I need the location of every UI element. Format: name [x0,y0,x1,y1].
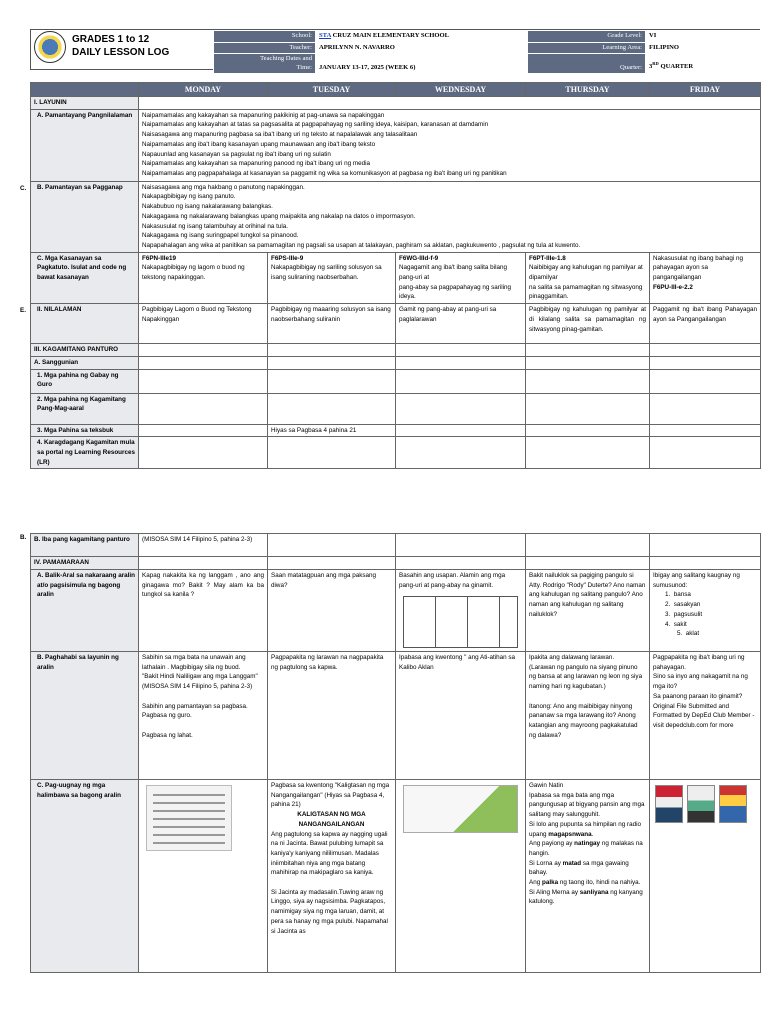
cell [650,369,761,393]
cell [396,344,526,357]
cell [526,557,650,570]
cell [650,534,761,557]
cell [396,534,526,557]
list-item: 5. aklat [677,630,700,638]
cell [650,424,761,437]
teacher-value: APRILYNN N. NAVARRO [316,42,528,54]
area-value: FILIPINO [646,42,760,54]
header-title-line1: GRADES 1 to 12 [72,34,150,45]
area-label: Learning Area: [528,42,646,54]
code-wednesday: F6WG-IIId-f-9 [399,254,439,262]
cell [650,437,761,469]
iba-label: B. Iba pang kagamitang panturo [31,534,139,557]
cell [139,356,268,369]
cell [139,557,268,570]
kasanayan-monday [139,252,268,304]
section-layunin: I. LAYUNIN [31,97,139,110]
balik-thursday: Bakit nailuklok sa pagiging pangulo si Atty. Rodrigo "Rody" Duterte? Ano naman ang kahulugan ng salitang pangulo? Ano naman ang kahulugan ng salitang nailuklok? [526,570,650,652]
cell [139,344,268,357]
cell [526,534,650,557]
dates-label-line1: Teaching Dates and [260,55,312,62]
pu-thu-text-2: Ang payiong ay [529,840,573,848]
lr-label: 4. Karagdagang Kagamitan mula sa portal ng Learning Resources (LR) [31,437,139,469]
margin-mark-e: E. [20,307,26,314]
cell [139,437,268,469]
sanggunian-label: A. Sanggunian [31,356,139,369]
corner-cell [31,83,139,97]
paguugnay-tuesday [268,780,396,973]
paguugnay-wednesday [396,780,526,973]
newspaper-image [719,785,747,823]
pangmag-label: 2. Mga pahina ng Kagamitang Pang-Mag-aaral [31,393,139,424]
day-tuesday: TUESDAY [268,83,396,97]
quarter-suffix: RD [652,61,659,67]
newspaper-image [655,785,683,823]
teksbuk-label: 3. Mga Pahina sa teksbuk [31,424,139,437]
school-name: CRUZ MAIN ELEMENTARY SCHOOL [330,32,450,39]
pu-thu-text-6: ng kanyang katulong. [529,888,643,906]
cell [396,393,526,424]
kasanayan-tuesday [268,252,396,304]
kas-text-thursday: Naibibigay ang kahulugan ng pamilyar at dipamilyar na salita sa pamamagitan ng sitwasyong pinaggamitan. [529,264,643,301]
pu-thu-text-4: sa mga gawaing bahay. Ang [529,859,629,887]
header-title [72,33,169,59]
paguugnay-monday [139,780,268,973]
ati-atihan-slide-image [403,785,518,833]
dates-value: JANUARY 13-17, 2025 (WEEK 6) [316,54,528,74]
cell [139,369,268,393]
quarter-label: Quarter: [528,54,646,74]
quarter-value [646,54,760,74]
list-item: 1. bansa [665,591,691,599]
cell [650,344,761,357]
balik-monday: Kapag nakakita ka ng langgam , ano ang ginagawa mo? Bakit ? May alam ka ba tungkol sa kanila ? [139,570,268,652]
cell [268,369,396,393]
newspaper-thumbnails [655,785,757,823]
kas-text-wednesday: Nagagamit ang iba't ibang salita bilang pang-uri at pang-abay sa pagpapahayag ng sariling ideya. [399,264,512,301]
story-title: KALIGTASAN NG MGA NANGANGAILANGAN [297,811,366,828]
grade-label: Grade Level: [528,31,646,43]
cell [139,424,268,437]
day-monday: MONDAY [139,83,268,97]
pu-thu-word-5: sanliyana [579,888,609,896]
cell [526,344,650,357]
story-body: Ang pagtulong sa kapwa ay nagging ugali na ni Jacinta. Bawat pulubing lumapit sa kaniya'y kaniyang nililimusan. Madalas iniimbitahan niya ang mga batang mahihirap na makipaglaro sa kaniya. Si Jacinta ay madasalin.Tuwing araw ng Linggo, siya ay nagsisimba. Pagkatapos, namimigay siya ng mga laruan, damit, at pera sa hanay ng mga pulubi. Napamahal si Jacinta as [271,830,388,935]
list-item: 4. sakit [665,620,687,628]
nilalaman-label: II. NILALAMAN [31,304,139,344]
kas-text-tuesday: Nakapagbibigay ng sariling solusyon sa isang suliraning naobserbahan. [271,264,382,282]
cell [268,393,396,424]
cell [268,557,396,570]
balik-tuesday: Saan matatagpuan ang mga paksang diwa? [268,570,396,652]
cell [268,356,396,369]
paghahabi-tuesday: Pagpapakita ng larawan na nagpapakita ng pagtulong sa kapwa. [268,652,396,780]
list-item: 3. pagsusulit [665,610,703,618]
kasanayan-label: C. Mga Kasanayan sa Pagkatuto. Isulat and code ng bawat kasanayan [31,252,139,304]
paghahabi-thursday: Ipakita ang dalawang larawan. (Larawan ng pangulo na siyang pinuno ng bansa at ang larawan ng leon ng siya naming hari ng kagubatan.) Itanong: Ano ang maibibigay ninyong pananaw sa mga larawang ito? Anong katangian ang mayroong pagkakatulad ng dalawa? [526,652,650,780]
pu-thu-word-2: natingay [574,840,601,848]
quarter-text: QUARTER [658,63,694,71]
quarter-number: 3 [649,63,653,71]
cell [650,393,761,424]
dates-label-line2: Time: [296,63,312,71]
cell [526,424,650,437]
kagamitan-label: III. KAGAMITANG PANTURO [31,344,139,357]
cell [526,369,650,393]
kas-text-friday: Nakasusulat ng ibang bahagi ng pahayagan ayon sa pangangailangan [653,254,743,282]
dates-label [214,54,316,74]
cell [268,534,396,557]
kasanayan-friday [650,252,761,304]
margin-mark-c1: C. [20,185,27,192]
lesson-table-part1 [30,82,761,469]
school-value [316,31,528,43]
cell [396,424,526,437]
lesson-table-part2 [30,533,761,973]
margin-mark-b: B. [20,534,27,541]
pu-thu-word-1: magapsnwana [548,830,592,838]
paghahabi-monday: Sabihin sa mga bata na unawain ang lathalain . Magbibigay sila ng buod. "Bakit Hindi Naliligaw ang mga Langgam" (MISOSA SIM 14 Filipino 5, pahina 2-3) Sabihin ang pamantayan sa pagbasa. Pagbasa ng guro. Pagbasa ng lahat. [139,652,268,780]
kasanayan-thursday [526,252,650,304]
day-thursday: THURSDAY [526,83,650,97]
school-link[interactable]: STA [319,32,331,39]
pu-thu-text-3: ng malakas na hangin. Si Lorna ay [529,840,643,867]
header-info-table [213,30,760,74]
cell [396,557,526,570]
day-friday: FRIDAY [650,83,761,97]
pu-thu-text-5: ng taong ito, hindi na nahiya. Si Aling Merna ay [529,879,641,896]
nilalaman-thursday: Pagbibigay ng kahulugan ng pamilyar at di kilalang salita sa pamamagitan ng sitwasyong pinag-gamitan. [526,304,650,344]
day-wednesday: WEDNESDAY [396,83,526,97]
cell [139,393,268,424]
pamantayang-label: A. Pamantayang Pangnilalaman [31,109,139,181]
nilalaman-monday: Pagbibigay Lagom o Buod ng Tekstong Napakinggan [139,304,268,344]
paguugnay-friday [650,780,761,973]
cell [396,369,526,393]
cell [268,437,396,469]
pu-thu-word-4: palka [541,879,559,887]
school-label: School: [214,31,316,43]
nilalaman-tuesday: Pagbibigay ng maaaring solusyon sa isang naobserbahang suliranin [268,304,396,344]
iba-monday: (MISOSA SIM 14 Filipino 5, pahina 2-3) [139,534,268,557]
teksbuk-tuesday: Hiyas sa Pagbasa 4 pahina 21 [268,424,396,437]
deped-seal-logo [34,31,66,63]
paguugnay-label: C. Pag-uugnay ng mga halimbawa sa bagong aralin [31,780,139,973]
nilalaman-wednesday: Gamit ng pang-abay at pang-uri sa paglalarawan [396,304,526,344]
balik-label: A. Balik-Aral sa nakaraang aralin at/o pagsisimula ng bagong aralin [31,570,139,652]
code-tuesday: F6PS-IIIe-9 [271,254,304,262]
paguugnay-thursday: Gawin Natin Ipabasa sa mga bata ang mga pangungusap at bigyang pansin ang mga salitang may salungguhit. Si lolo ang pupunta sa himpilan ng radio upang magapsnwana. Ang payiong ay natingay ng malakas na hangin. Si Lorna ay matad sa mga gawaing bahay. Ang palka ng taong ito, hindi na nahiya. Si Aling Merna ay sanliyana ng kanyang katulong. [526,780,650,973]
pamamaraan-label: IV. PAMAMARAAN [31,557,139,570]
paghahabi-wednesday: Ipabasa ang kwentong " ang Ati-atihan sa Kalibo Aklan [396,652,526,780]
code-monday: F6PN-IIIe19 [142,254,176,262]
cell [650,557,761,570]
code-thursday: F6PT-IIIe-1.8 [529,254,566,262]
pamantayang-content: Naipamamalas ang kakayahan sa mapanuring pakikinig at pag-unawa sa napakinggan Naipamamalas ang kakayahan at tatas sa pagsasalita at pagpapahayag ng sariling ideya, kaisipan, karanasan at damdamin Naisasagawa ang mapanuring pagbasa sa iba't ibang uri ng teksto at napalalawak ang talasalitaan Naipamamalas ang iba't ibang kasanayan upang maunawaan ang iba't ibang teksto Napauunlad ang kasanayan sa pagsulat ng iba't ibang uri ng sulatin Naipamamalas ang kakayahan sa mapanuring panood ng iba't ibang uri ng media Naipamamalas ang pagpapahalaga at kasanayan sa paggamit ng wika sa komunikasyon at pagbasa ng iba't ibang uri ng panitikan [139,109,761,181]
layunin-empty [139,97,761,110]
balik-fri-intro: Ibigay ang salitang kaugnay ng sumusunod: [653,572,740,589]
cell [268,344,396,357]
header-title-line2: DAILY LESSON LOG [72,47,170,58]
reading-passage-image [146,785,232,851]
pagganap-content: Naisasagawa ang mga hakbang o panutong napakinggan. Nakapagbibigay ng isang panuto. Nakabubuo ng isang nakalarawang balangkas. Nakagagawa ng nakalarawang balangkas upang maipakita ang nakalap na datos o impormasyon. Nakasusulat ng isang talambuhay at orihinal na tula. Nakagagawa ng isang suringpapel tungkol sa pinanood. Napapahalagan ang wika at panitikan sa pamamagitan ng pagsali sa usapan at talakayan, paghiram sa aklatan, pagkukuwento , pagsulat ng tula at kuwento. [139,181,761,252]
paghahabi-label: B. Paghahabi sa layunin ng aralin [31,652,139,780]
kasanayan-wednesday [396,252,526,304]
balik-wed-text: Basahin ang usapan. Alamin ang mga pang-uri at pang-abay na ginamit. [399,572,506,589]
cell [526,393,650,424]
cell [650,356,761,369]
pu-thu-text-1: Gawin Natin Ipabasa sa mga bata ang mga pangungusap at bigyang pansin ang mga salitang may salungguhit. Si lolo ang pupunta sa himpilan ng radio upang [529,782,645,838]
paghahabi-friday: Pagpapakita ng iba't ibang uri ng pahayagan. Sino sa inyo ang nakagamit na ng mga ito? Sa paanong paraan ito ginamit? Original File Submitted and Formatted by DepEd Club Member - visit depedclub.com for more [650,652,761,780]
balik-friday [650,570,761,652]
nilalaman-friday: Paggamit ng iba't ibang Pahayagan ayon sa Pangangailangan [650,304,761,344]
teacher-label: Teacher: [214,42,316,54]
cell [526,437,650,469]
balik-wednesday [396,570,526,652]
balik-fri-list [653,590,757,639]
kas-text-monday: Nakapagbibigay ng lagom o buod ng tekstong napakinggan. [142,264,245,282]
cell [396,437,526,469]
pu-thu-word-3: matad [562,859,582,867]
code-friday: F6PU-III-e-2.2 [653,283,693,291]
newspaper-image [687,785,715,823]
pagganap-label: B. Pamantayan sa Pagganap [31,181,139,252]
pu-tue-intro: Pagbasa sa kwentong "Kaligtasan ng mga Nangangailangan" (Hiyas sa Pagbasa 4, pahina 21) [271,782,390,809]
list-item: 2. sasakyan [665,601,701,609]
cell [526,356,650,369]
cell [396,356,526,369]
grade-value: VI [646,31,760,43]
comic-strip-image [403,596,518,648]
gabay-label: 1. Mga pahina ng Gabay ng Guro [31,369,139,393]
